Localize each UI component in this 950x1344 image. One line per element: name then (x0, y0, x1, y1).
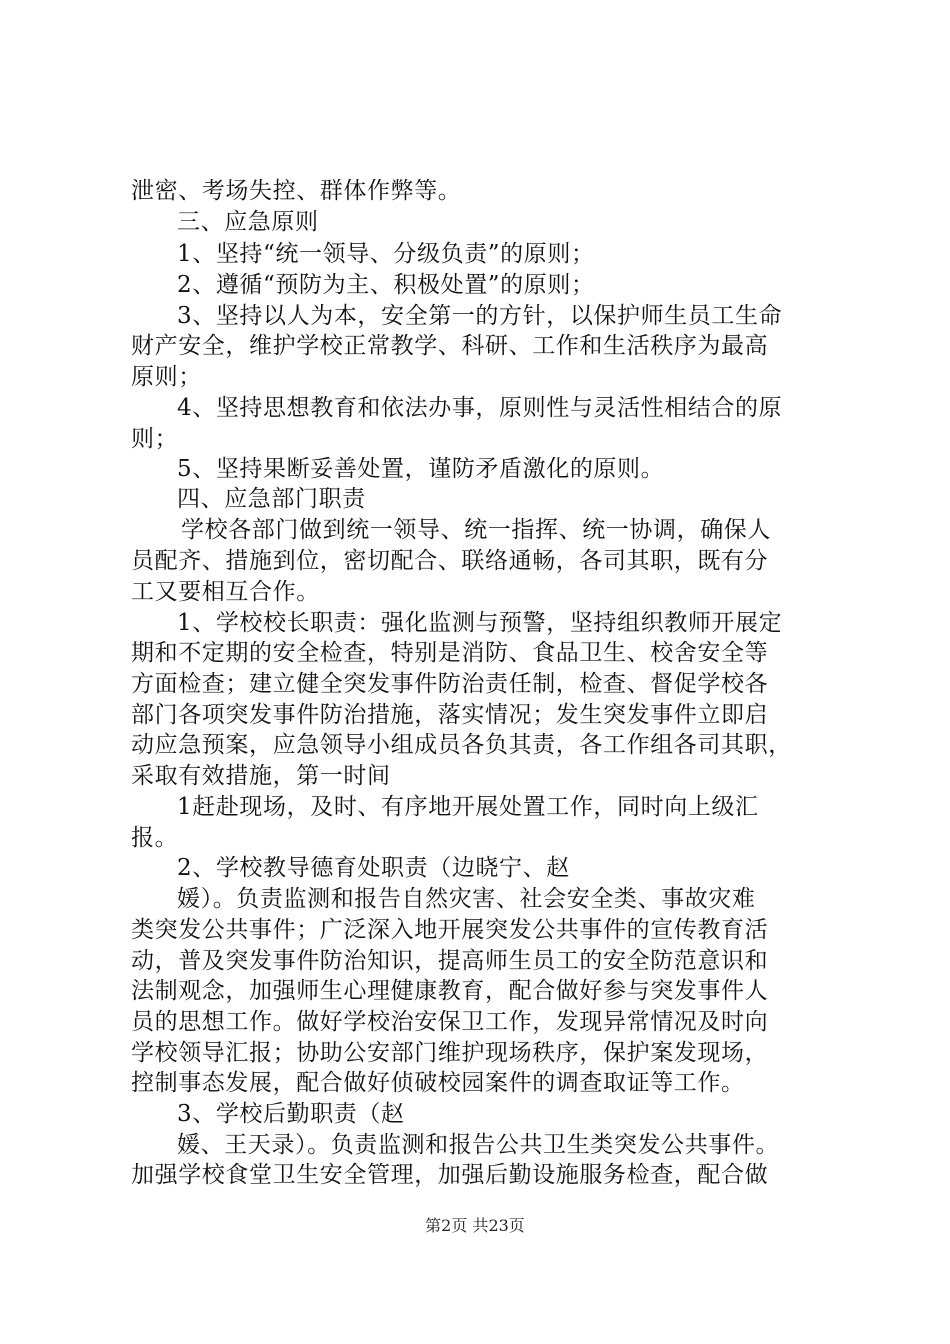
text-line: 动应急预案，应急领导小组成员各负其责，各工作组各司其职， (131, 732, 792, 758)
text-line: 方面检查；建立健全突发事件防治责任制，检查、督促学校各 (131, 671, 769, 697)
text-line: 部门各项突发事件防治措施，落实情况；发生突发事件立即启 (131, 702, 769, 728)
text-line: 5、坚持果断妥善处置，谨防矛盾激化的原则。 (177, 456, 665, 482)
text-line: 学校领导汇报；协助公安部门维护现场秩序，保护案发现场， (131, 1040, 769, 1066)
text-line: 动，普及突发事件防治知识，提高师生员工的安全防范意识和 (131, 948, 769, 974)
text-line: 加强学校食堂卫生安全管理，加强后勤设施服务检查，配合做 (131, 1162, 769, 1188)
text-line: 员配齐、措施到位，密切配合、联络通畅，各司其职，既有分 (131, 548, 769, 574)
text-line: 期和不定期的安全检查，特别是消防、食品卫生、校舍安全等 (131, 640, 769, 666)
text-line: 学校各部门做到统一领导、统一指挥、统一协调，确保人 (181, 517, 771, 543)
text-line: 2、遵循“预防为主、积极处置”的原则； (177, 272, 595, 298)
text-line: 3、坚持以人为本，安全第一的方针，以保护师生员工生命 (177, 303, 783, 329)
text-line: 财产安全，维护学校正常教学、科研、工作和生活秩序为最高 (131, 333, 769, 359)
text-line: 工又要相互合作。 (131, 579, 320, 605)
text-line: 法制观念，加强师生心理健康教育，配合做好参与突发事件人 (131, 978, 769, 1004)
section-heading: 三、应急原则 (177, 209, 319, 235)
text-line: 媛、王天录）。负责监测和报告公共卫生类突发公共事件。 (177, 1132, 780, 1158)
text-line: 媛）。负责监测和报告自然灾害、社会安全类、事故灾难 (177, 886, 756, 912)
text-line: 泄密、考场失控、群体作弊等。 (131, 178, 462, 204)
text-line: 2、学校教导德育处职责（边晓宁、赵 (177, 855, 570, 881)
text-line: 报。 (131, 825, 179, 851)
text-line: 1、学校校长职责：强化监测与预警，坚持组织教师开展定 (177, 610, 783, 636)
page-footer: 第2页 共23页 (425, 1216, 525, 1235)
text-line: 1、坚持“统一领导、分级负责”的原则； (177, 241, 595, 267)
text-line: 4、坚持思想教育和依法办事，原则性与灵活性相结合的原 (177, 395, 783, 421)
section-heading: 四、应急部门职责 (177, 486, 366, 512)
text-line: 控制事态发展，配合做好侦破校园案件的调查取证等工作。 (131, 1070, 745, 1096)
text-line: 3、学校后勤职责（赵 (177, 1101, 405, 1127)
text-line: 类突发公共事件；广泛深入地开展突发公共事件的宣传教育活 (131, 917, 769, 943)
text-line: 1赶赴现场，及时、有序地开展处置工作，同时向上级汇 (177, 794, 759, 820)
text-line: 员的思想工作。做好学校治安保卫工作，发现异常情况及时向 (131, 1009, 769, 1035)
text-line: 原则； (131, 364, 202, 390)
text-line: 采取有效措施，第一时间 (131, 763, 391, 789)
text-line: 则； (131, 426, 179, 452)
